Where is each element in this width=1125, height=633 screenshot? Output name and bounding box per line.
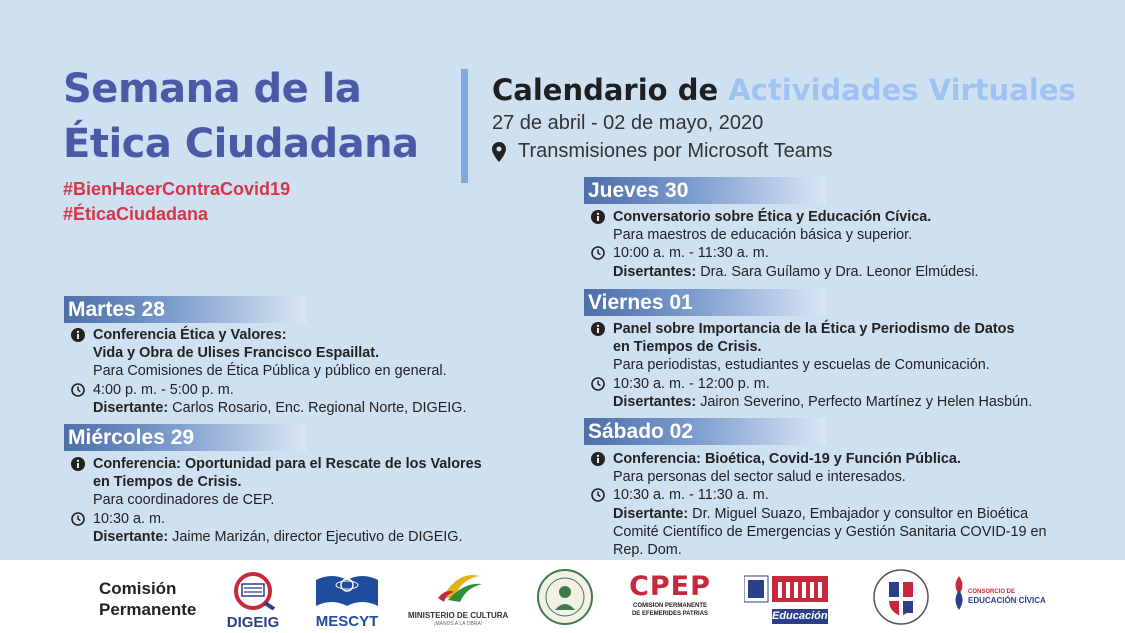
digeig-emblem-icon <box>222 570 284 610</box>
civica-flame-icon <box>952 576 966 610</box>
event-viernes <box>591 320 1032 411</box>
event-speaker: Disertante: Jaime Marizán, director Ejecutivo de DIGEIG. <box>93 528 463 545</box>
footer-label-line1: Comisión <box>99 579 177 598</box>
page-title <box>63 62 419 172</box>
event-time: 10:30 a. m. <box>71 510 482 528</box>
clock-icon <box>591 377 605 391</box>
day-header-sabado: Sábado 02 <box>584 418 826 445</box>
event-title-line2: Vida y Obra de Ulises Francisco Espaillat. <box>93 345 380 362</box>
footer-label <box>99 578 196 620</box>
info-icon <box>71 457 85 471</box>
event-time: 4:00 p. m. - 5:00 p. m. <box>71 381 467 399</box>
event-jueves <box>591 208 979 281</box>
digeig-logo <box>222 570 284 631</box>
cpep-logo <box>626 572 714 628</box>
civica-logo-main: EDUCACIÓN CÍVICA <box>968 596 1046 605</box>
event-title: Conversatorio sobre Ética y Educación Cívica. <box>591 208 979 226</box>
mescyt-book-icon <box>312 570 382 608</box>
event-martes <box>71 326 467 417</box>
event-title: Conferencia: Oportunidad para el Rescate de los Valores <box>71 455 482 473</box>
info-icon <box>71 328 85 342</box>
event-speaker: Disertante: Carlos Rosario, Enc. Regional Norte, DIGEIG. <box>93 399 467 416</box>
event-audience: Para coordinadores de CEP. <box>93 492 275 509</box>
calendar-title-prefix: Calendario de <box>492 73 719 107</box>
calendar-location-text: Transmisiones por Microsoft Teams <box>518 140 833 162</box>
cpep-logo-subtext-2: DE EFEMERIDES PATRIAS <box>631 611 709 617</box>
educacion-logo <box>744 574 828 620</box>
hashtag-2: #ÉticaCiudadana <box>63 204 209 224</box>
educacion-building-icon <box>744 574 828 604</box>
mescyt-logo-text: MESCYT <box>315 613 379 630</box>
info-icon <box>591 322 605 336</box>
calendar-title-accent: Actividades Virtuales <box>728 73 1076 107</box>
event-title-line2: en Tiempos de Crisis. <box>93 474 242 491</box>
hashtags <box>63 177 290 227</box>
event-speaker-line2: Comité Científico de Emergencias y Gestión Sanitaria COVID-19 en <box>613 523 1047 540</box>
event-title: Conferencia Ética y Valores: <box>71 326 467 344</box>
event-time: 10:30 a. m. - 12:00 p. m. <box>591 375 1032 393</box>
clock-icon <box>591 488 605 502</box>
digeig-logo-text: DIGEIG <box>226 614 280 631</box>
coat-of-arms-icon <box>872 568 930 626</box>
day-header-viernes: Viernes 01 <box>584 289 826 316</box>
info-icon <box>591 210 605 224</box>
academia-seal-icon <box>536 568 594 626</box>
title-line-2: Ética Ciudadana <box>63 121 419 167</box>
footer-label-line2: Permanente <box>99 600 197 619</box>
map-pin-icon <box>492 142 506 162</box>
event-speaker: Disertantes: Dra. Sara Guílamo y Dra. Leonor Elmúdesi. <box>613 263 979 280</box>
mescyt-logo <box>312 570 382 630</box>
event-sabado <box>591 450 1047 559</box>
civica-logo-top: CONSORCIO DE <box>968 589 1016 595</box>
day-header-martes: Martes 28 <box>64 296 306 323</box>
cultura-logo-subtext: ¡MANOS A LA OBRA! <box>433 621 483 627</box>
event-audience: Para periodistas, estudiantes y escuelas de Comunicación. <box>613 357 990 374</box>
vertical-divider <box>461 69 468 183</box>
clock-icon <box>591 246 605 260</box>
cpep-logo-text: CPEP <box>629 571 711 602</box>
event-audience: Para personas del sector salud e interesados. <box>613 469 906 486</box>
academia-seal-logo <box>536 568 594 626</box>
educacion-civica-logo <box>952 576 1046 616</box>
day-header-jueves: Jueves 30 <box>584 177 826 204</box>
title-line-1: Semana de la <box>63 66 362 112</box>
day-header-miercoles: Miércoles 29 <box>64 424 306 451</box>
event-audience: Para maestros de educación básica y superior. <box>613 227 913 244</box>
calendar-title <box>492 73 1076 107</box>
educacion-logo-text: Educación <box>772 610 828 622</box>
calendar-dates: 27 de abril - 02 de mayo, 2020 <box>492 112 764 134</box>
event-time: 10:00 a. m. - 11:30 a. m. <box>591 244 979 262</box>
clock-icon <box>71 512 85 526</box>
event-audience: Para Comisiones de Ética Pública y público en general. <box>93 363 447 380</box>
shield-logo <box>872 568 930 626</box>
event-title: Conferencia: Bioética, Covid-19 y Función Pública. <box>591 450 1047 468</box>
calendar-location <box>492 140 833 163</box>
info-icon <box>591 452 605 466</box>
cpep-logo-subtext-1: COMISION PERMANENTE <box>632 603 707 609</box>
clock-icon <box>71 383 85 397</box>
cultura-logo <box>408 568 508 628</box>
cultura-swoosh-icon <box>408 568 508 606</box>
event-miercoles <box>71 455 482 546</box>
event-title-line2: en Tiempos de Crisis. <box>613 339 762 356</box>
event-speaker: Disertante: Dr. Miguel Suazo, Embajador y consultor en Bioética <box>613 505 1029 522</box>
event-title: Panel sobre Importancia de la Ética y Periodismo de Datos <box>591 320 1032 338</box>
event-time: 10:30 a. m. - 11:30 a. m. <box>591 486 1047 504</box>
hashtag-1: #BienHacerContraCovid19 <box>63 179 291 199</box>
event-speaker: Disertantes: Jairon Severino, Perfecto Martínez y Helen Hasbún. <box>613 393 1033 410</box>
event-speaker-line3: Rep. Dom. <box>613 542 682 559</box>
cultura-logo-text: MINISTERIO DE CULTURA <box>408 611 509 620</box>
